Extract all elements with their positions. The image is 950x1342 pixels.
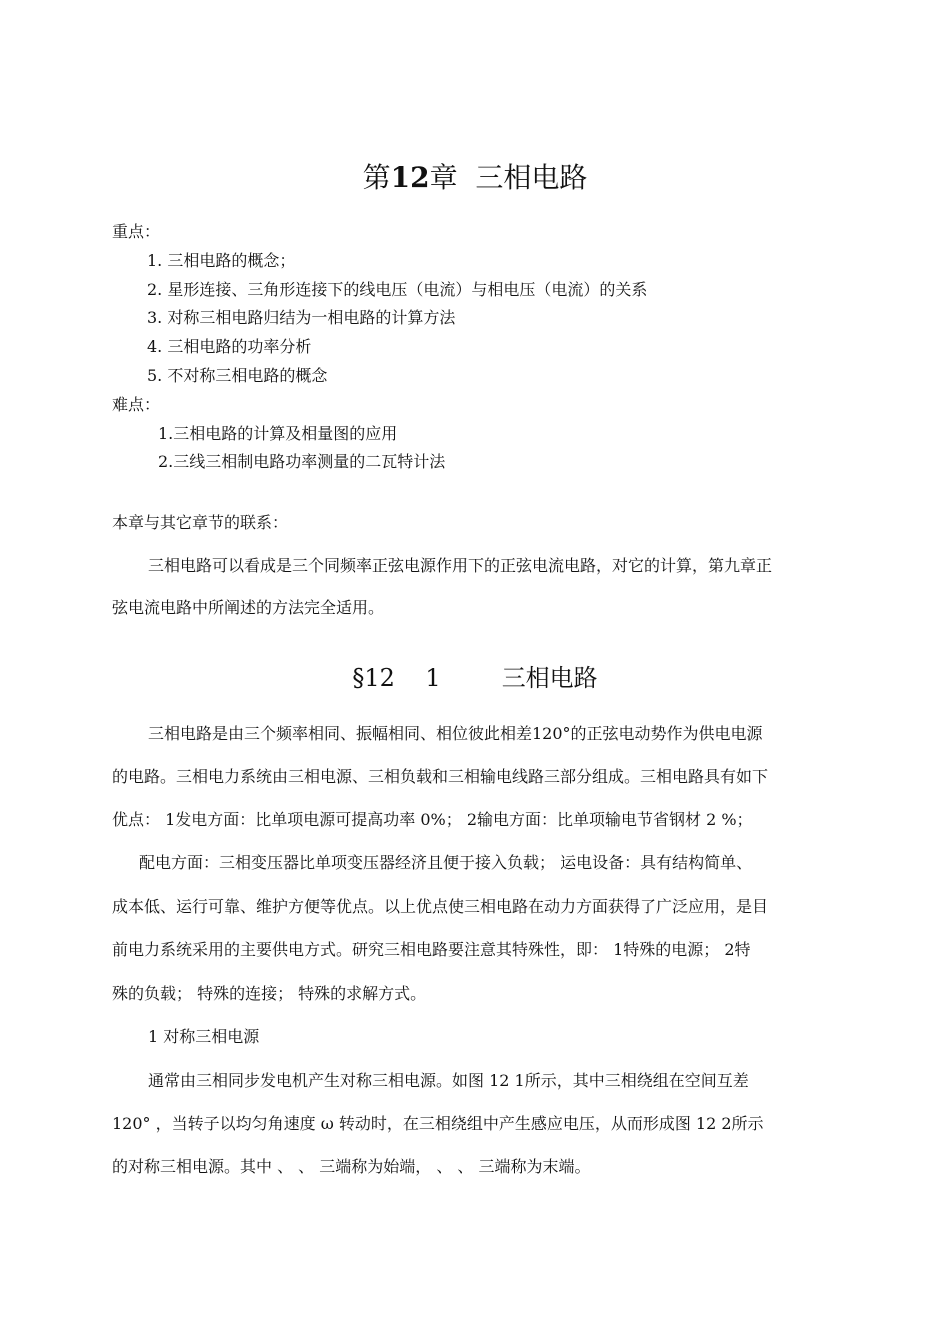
source-line: 120° ，当转子以均匀角速度 ω 转动时，在三相绕组中产生感应电压，从而形成图 12 2所示	[112, 1114, 764, 1133]
section-name: 三相电路	[501, 664, 598, 692]
intro-line: 前电力系统采用的主要供电方式。研究三相电路要注意其特殊性，即： 1特殊的电源； 2特	[112, 940, 751, 959]
intro-line: 三相电路是由三个频率相同、振幅相同、相位彼此相差120°的正弦电动势作为供电电源	[148, 724, 763, 743]
chapter-number: 12	[390, 161, 430, 194]
intro-line: 成本低、运行可靠、维护方便等优点。以上优点使三相电路在动力方面获得了广泛应用，是目	[112, 897, 769, 916]
difficult-point-item: 2.三线三相制电路功率测量的二瓦特计法	[158, 452, 446, 471]
key-point-item: 4. 三相电路的功率分析	[147, 337, 312, 356]
difficult-points-heading: 难点：	[112, 395, 161, 414]
intro-line: 优点： 1发电方面：比单项电源可提高功率 0%； 2输电方面：比单项输电节省钢材 2 %；	[112, 810, 753, 829]
chapter-suffix: 章	[429, 161, 458, 194]
source-line: 的对称三相电源。其中 、 、 三端称为始端， 、 、 三端称为末端。	[112, 1157, 591, 1176]
key-point-item: 1. 三相电路的概念；	[147, 251, 296, 270]
key-point-item: 5. 不对称三相电路的概念	[147, 366, 328, 385]
key-points-heading: 重点：	[112, 222, 161, 241]
section-symbol: §12	[352, 664, 395, 692]
relation-line: 三相电路可以看成是三个同频率正弦电源作用下的正弦电流电路，对它的计算，第九章正	[148, 556, 773, 575]
intro-line: 殊的负载； 特殊的连接； 特殊的求解方式。	[112, 984, 427, 1003]
difficult-point-item: 1.三相电路的计算及相量图的应用	[158, 424, 398, 443]
section-title	[0, 662, 950, 694]
relation-line: 弦电流电路中所阐述的方法完全适用。	[112, 598, 385, 617]
intro-line: 配电方面：三相变压器比单项变压器经济且便于接入负载； 运电设备：具有结构简单、	[139, 853, 753, 872]
section-index: 1	[425, 664, 441, 692]
subsection-heading: 1 对称三相电源	[148, 1027, 260, 1046]
chapter-prefix: 第	[362, 161, 391, 194]
relation-heading: 本章与其它章节的联系：	[112, 513, 289, 532]
chapter-title	[0, 160, 950, 196]
key-point-item: 2. 星形连接、三角形连接下的线电压（电流）与相电压（电流）的关系	[147, 280, 648, 299]
source-line: 通常由三相同步发电机产生对称三相电源。如图 12 1所示，其中三相绕组在空间互差	[148, 1071, 749, 1090]
chapter-name: 三相电路	[475, 161, 588, 194]
key-point-item: 3. 对称三相电路归结为一相电路的计算方法	[147, 308, 456, 327]
intro-line: 的电路。三相电力系统由三相电源、三相负载和三相输电线路三部分组成。三相电路具有如下	[112, 767, 769, 786]
